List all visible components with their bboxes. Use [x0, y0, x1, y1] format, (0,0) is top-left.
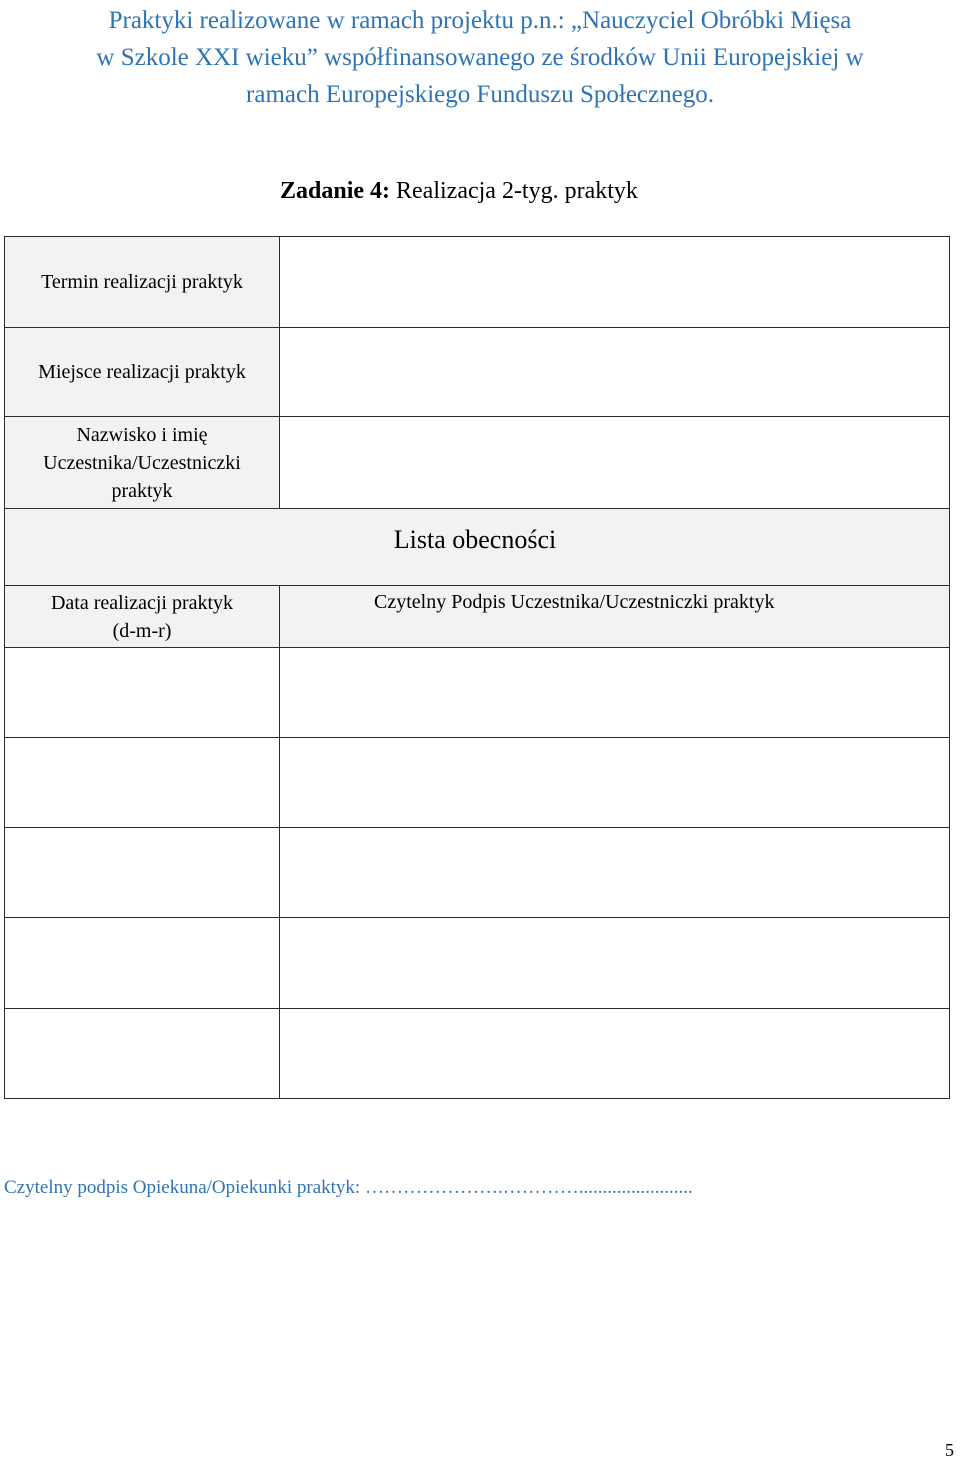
participant-label-line-2: Uczestnika/Uczestniczki — [43, 451, 241, 474]
term-label: Termin realizacji praktyk — [5, 237, 280, 328]
practice-form-table — [4, 236, 950, 1099]
participant-name-field[interactable] — [280, 417, 950, 509]
signature-entry-field-3[interactable] — [280, 828, 950, 918]
place-label: Miejsce realizacji praktyk — [5, 328, 280, 417]
date-entry-field-2[interactable] — [5, 738, 280, 828]
signature-column-header: Czytelny Podpis Uczestnika/Uczestniczki praktyk — [280, 586, 950, 648]
date-entry-field-3[interactable] — [5, 828, 280, 918]
title-line-2: w Szkole XXI wieku” współfinansowanego ze środków Unii Europejskiej w — [96, 44, 864, 71]
attendance-header-row — [5, 586, 950, 648]
participant-row — [5, 417, 950, 509]
title-line-1: Praktyki realizowane w ramach projektu p.n.: „Nauczyciel Obróbki Mięsa — [108, 7, 852, 34]
date-entry-field-1[interactable] — [5, 648, 280, 738]
signature-entry-field-2[interactable] — [280, 738, 950, 828]
attendance-row — [5, 738, 950, 828]
date-entry-field-5[interactable] — [5, 1009, 280, 1099]
page-number: 5 — [945, 1440, 954, 1460]
date-entry-field-4[interactable] — [5, 918, 280, 1009]
attendance-title-text: Lista obecności — [393, 525, 557, 554]
task-text: Realizacja 2-tyg. praktyk — [396, 178, 638, 204]
date-header-line-1: Data realizacji praktyk — [50, 591, 234, 614]
signature-entry-field-5[interactable] — [280, 1009, 950, 1099]
term-row — [5, 237, 950, 328]
attendance-row — [5, 918, 950, 1009]
place-value-field[interactable] — [280, 328, 950, 417]
participant-label-line-3: praktyk — [111, 479, 173, 502]
attendance-row — [5, 648, 950, 738]
attendance-row — [5, 1009, 950, 1099]
attendance-title-row — [5, 509, 950, 586]
task-label: Zadanie 4: — [280, 178, 391, 204]
task-heading — [280, 178, 638, 205]
attendance-row — [5, 828, 950, 918]
attendance-list-title — [5, 509, 950, 586]
supervisor-signature-line: Czytelny podpis Opiekuna/Opiekunki praktyk: ………………….…………........................ — [4, 1177, 693, 1198]
participant-name-label — [5, 417, 280, 509]
signature-entry-field-1[interactable] — [280, 648, 950, 738]
date-header-line-2: (d-m-r) — [112, 619, 172, 642]
participant-label-line-1: Nazwisko i imię — [76, 423, 208, 446]
place-row — [5, 328, 950, 417]
document-title — [0, 2, 960, 113]
title-line-3: ramach Europejskiego Funduszu Społecznego. — [246, 81, 714, 108]
signature-entry-field-4[interactable] — [280, 918, 950, 1009]
date-column-header — [5, 586, 280, 648]
term-value-field[interactable] — [280, 237, 950, 328]
